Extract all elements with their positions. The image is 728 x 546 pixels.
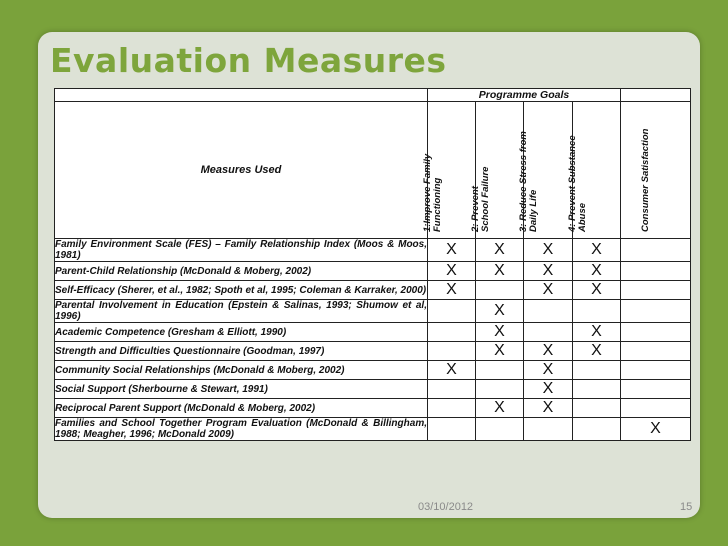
measure-name-cell: Families and School Together Program Evaluation (McDonald & Billingham, 1988; Meagher, 1996; McDonald 2009) bbox=[55, 418, 427, 440]
goal-mark-cell: X bbox=[524, 380, 573, 399]
goal-mark-cell bbox=[573, 300, 621, 323]
table-row bbox=[55, 239, 691, 262]
table-header-row-columns bbox=[55, 102, 691, 239]
measure-name-cell: Community Social Relationships (McDonald & Moberg, 2002) bbox=[55, 361, 428, 380]
goal-header-label: Consumer Satisfaction bbox=[639, 128, 651, 232]
goal-mark-cell bbox=[524, 300, 573, 323]
goal-mark-cell bbox=[621, 361, 691, 380]
goal-mark-cell bbox=[428, 418, 476, 441]
goal-mark-cell bbox=[524, 418, 573, 441]
measures-used-header: Measures Used bbox=[55, 102, 428, 239]
goal-mark-cell bbox=[428, 300, 476, 323]
goal-mark-cell: X bbox=[524, 262, 573, 281]
table-row bbox=[55, 300, 691, 323]
header-blank-cell bbox=[55, 89, 428, 102]
goal-mark-cell bbox=[621, 380, 691, 399]
goal-mark-cell: X bbox=[428, 361, 476, 380]
goal-mark-cell bbox=[621, 262, 691, 281]
measure-name-cell: Parental Involvement in Education (Epstein & Salinas, 1993; Shumow et al, 1996) bbox=[55, 300, 427, 322]
goal-mark-cell: X bbox=[476, 262, 524, 281]
goal-mark-cell bbox=[621, 342, 691, 361]
goal-mark-cell: X bbox=[428, 281, 476, 300]
table-row bbox=[55, 399, 691, 418]
goal-mark-cell: X bbox=[524, 361, 573, 380]
measure-name-cell: Academic Competence (Gresham & Elliott, 1990) bbox=[55, 323, 428, 342]
goal-header-label: 4: Prevent Substance Abuse bbox=[566, 135, 588, 232]
goal-mark-cell: X bbox=[621, 418, 691, 441]
goal-mark-cell bbox=[428, 380, 476, 399]
goal-mark-cell bbox=[621, 399, 691, 418]
programme-goals-header: Programme Goals bbox=[428, 89, 621, 102]
goal-mark-cell bbox=[573, 418, 621, 441]
goal-mark-cell: X bbox=[476, 300, 524, 323]
table-row bbox=[55, 342, 691, 361]
goal-mark-cell bbox=[428, 323, 476, 342]
goal-mark-cell bbox=[476, 281, 524, 300]
goal-mark-cell bbox=[524, 323, 573, 342]
measure-name-cell: Reciprocal Parent Support (McDonald & Moberg, 2002) bbox=[55, 399, 428, 418]
goal-mark-cell bbox=[428, 342, 476, 361]
goal-header bbox=[469, 102, 524, 239]
goal-header-label: 1:Improve Family Functioning bbox=[421, 153, 443, 232]
goal-mark-cell bbox=[621, 300, 691, 323]
goal-mark-cell: X bbox=[428, 262, 476, 281]
slide-title: Evaluation Measures bbox=[50, 41, 447, 80]
goal-mark-cell bbox=[476, 361, 524, 380]
goal-mark-cell: X bbox=[573, 239, 621, 262]
goal-mark-cell: X bbox=[573, 342, 621, 361]
goal-mark-cell: X bbox=[476, 342, 524, 361]
goal-mark-cell: X bbox=[476, 399, 524, 418]
measure-name-cell: Social Support (Sherbourne & Stewart, 1991) bbox=[55, 380, 428, 399]
goal-mark-cell: X bbox=[428, 239, 476, 262]
goal-mark-cell bbox=[621, 323, 691, 342]
goal-header-label: 3: Reduce Stress from Daily Life bbox=[518, 131, 539, 232]
measure-name-cell: Family Environment Scale (FES) – Family Relationship Index (Moos & Moos, 1981) bbox=[55, 239, 427, 261]
table-body bbox=[55, 239, 691, 441]
footer-date: 03/10/2012 bbox=[418, 501, 474, 513]
measure-name-cell: Self-Efficacy (Sherer, et al., 1982; Spoth et al, 1995; Coleman & Karraker, 2000) bbox=[55, 281, 428, 300]
measure-name-cell: Parent-Child Relationship (McDonald & Moberg, 2002) bbox=[55, 262, 428, 281]
goal-mark-cell bbox=[621, 281, 691, 300]
goal-header bbox=[518, 102, 573, 239]
table-header-row-groups bbox=[55, 89, 691, 102]
goal-mark-cell: X bbox=[524, 239, 573, 262]
goal-mark-cell bbox=[621, 239, 691, 262]
table-row bbox=[55, 281, 691, 300]
goal-mark-cell: X bbox=[573, 323, 621, 342]
goal-mark-cell bbox=[428, 399, 476, 418]
goal-header bbox=[566, 102, 621, 239]
goal-header bbox=[421, 102, 476, 239]
goal-mark-cell bbox=[573, 361, 621, 380]
table-row bbox=[55, 262, 691, 281]
goal-mark-cell: X bbox=[573, 262, 621, 281]
header-blank-cell bbox=[621, 89, 691, 102]
goal-mark-cell: X bbox=[524, 399, 573, 418]
goal-mark-cell bbox=[573, 380, 621, 399]
page-number: 15 bbox=[680, 501, 693, 513]
goal-mark-cell: X bbox=[476, 239, 524, 262]
table-row bbox=[55, 323, 691, 342]
goal-mark-cell bbox=[573, 399, 621, 418]
goal-header-label: 2: Prevent School Failure bbox=[469, 166, 491, 232]
goal-mark-cell: X bbox=[524, 281, 573, 300]
goal-header bbox=[621, 102, 691, 239]
goal-mark-cell bbox=[476, 380, 524, 399]
table-row bbox=[55, 418, 691, 441]
goal-mark-cell bbox=[476, 418, 524, 441]
evaluation-measures-table bbox=[54, 88, 691, 441]
measure-name-cell: Strength and Difficulties Questionnaire (Goodman, 1997) bbox=[55, 342, 428, 361]
table-row bbox=[55, 361, 691, 380]
goal-mark-cell: X bbox=[476, 323, 524, 342]
goal-mark-cell: X bbox=[524, 342, 573, 361]
goal-mark-cell: X bbox=[573, 281, 621, 300]
table-row bbox=[55, 380, 691, 399]
